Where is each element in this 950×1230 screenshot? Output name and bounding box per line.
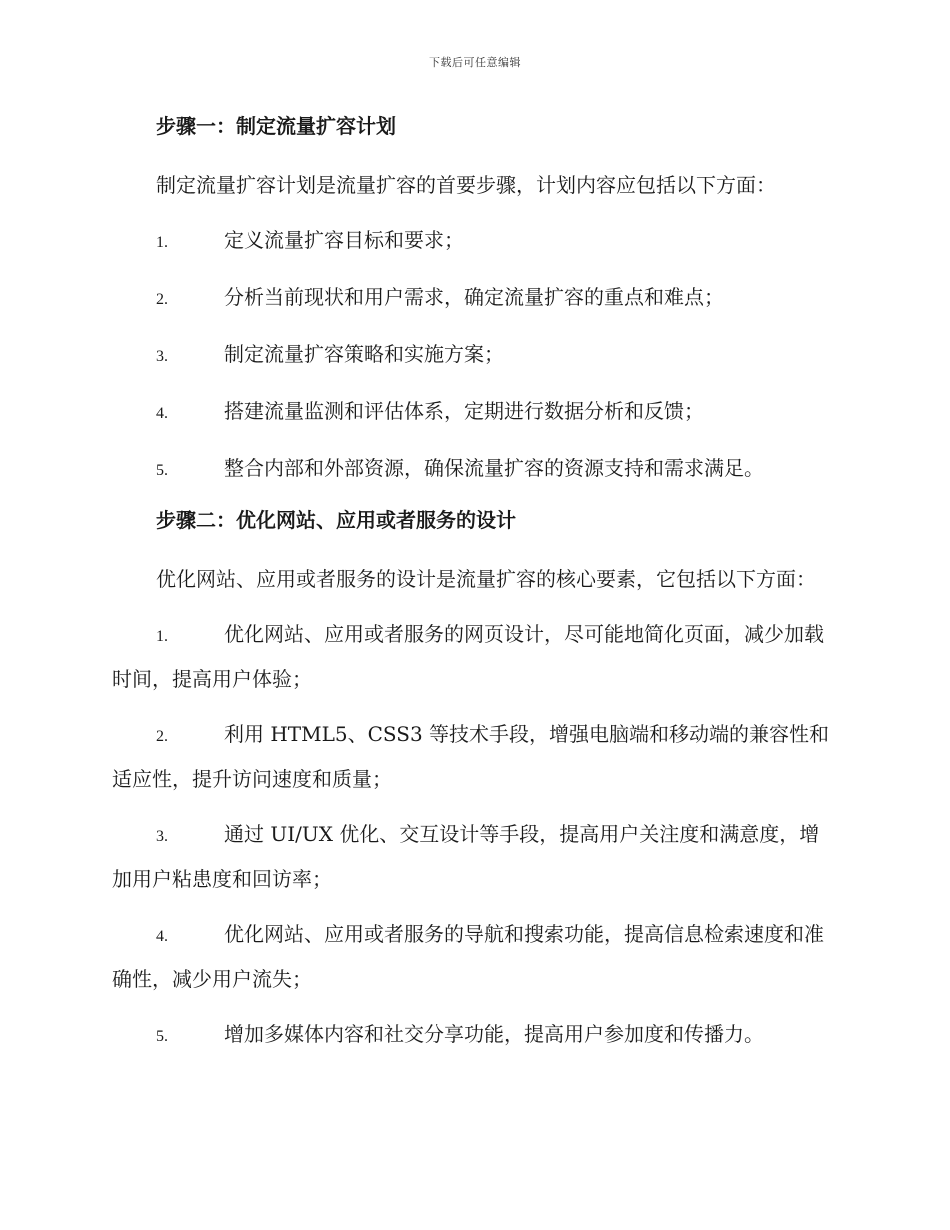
page-header: 下载后可任意编辑	[429, 56, 521, 69]
section-2-intro: 优化网站、应用或者服务的设计是流量扩容的核心要素，它包括以下方面：	[156, 567, 816, 591]
list-item	[112, 447, 834, 492]
list-text: 制定流量扩容策略和实施方案；	[224, 342, 504, 366]
section-1-title: 步骤一：制定流量扩容计划	[156, 114, 396, 138]
list-text: 利用 HTML5、CSS3 等技术手段，增强电脑端和移动端的兼容性和适应性，提升访问速度和质量；	[112, 722, 830, 791]
list-item	[112, 1013, 834, 1058]
list-item	[112, 276, 834, 321]
list-text: 优化网站、应用或者服务的网页设计，尽可能地简化页面，减少加载时间，提高用户体验；	[112, 622, 824, 691]
list-item	[112, 713, 834, 801]
list-number: 4.	[156, 928, 168, 945]
document-body	[112, 110, 834, 1070]
list-item	[112, 913, 834, 1001]
list-number: 5.	[156, 462, 168, 479]
list-item	[112, 333, 834, 378]
list-item	[112, 813, 834, 901]
list-number: 3.	[156, 828, 168, 845]
list-text: 通过 UI/UX 优化、交互设计等手段，提高用户关注度和满意度，增加用户粘患度和回访率；	[112, 822, 820, 891]
list-text: 分析当前现状和用户需求，确定流量扩容的重点和难点；	[224, 285, 724, 309]
list-text: 整合内部和外部资源，确保流量扩容的资源支持和需求满足。	[224, 456, 764, 480]
list-number: 1.	[156, 234, 168, 251]
section-1-list	[112, 219, 834, 492]
list-number: 2.	[156, 728, 168, 745]
section-2-list	[112, 613, 834, 1058]
list-item	[112, 390, 834, 435]
list-number: 3.	[156, 348, 168, 365]
list-text: 优化网站、应用或者服务的导航和搜索功能，提高信息检索速度和准确性，减少用户流失；	[112, 922, 824, 991]
list-text: 增加多媒体内容和社交分享功能，提高用户参加度和传播力。	[224, 1022, 764, 1046]
list-number: 2.	[156, 291, 168, 308]
list-number: 5.	[156, 1028, 168, 1045]
list-text: 搭建流量监测和评估体系，定期进行数据分析和反馈；	[224, 399, 704, 423]
section-2-title: 步骤二：优化网站、应用或者服务的设计	[156, 508, 516, 532]
list-number: 1.	[156, 628, 168, 645]
list-text: 定义流量扩容目标和要求；	[224, 228, 464, 252]
list-item	[112, 613, 834, 701]
list-item	[112, 219, 834, 264]
list-number: 4.	[156, 405, 168, 422]
section-1-intro: 制定流量扩容计划是流量扩容的首要步骤，计划内容应包括以下方面：	[156, 173, 776, 197]
